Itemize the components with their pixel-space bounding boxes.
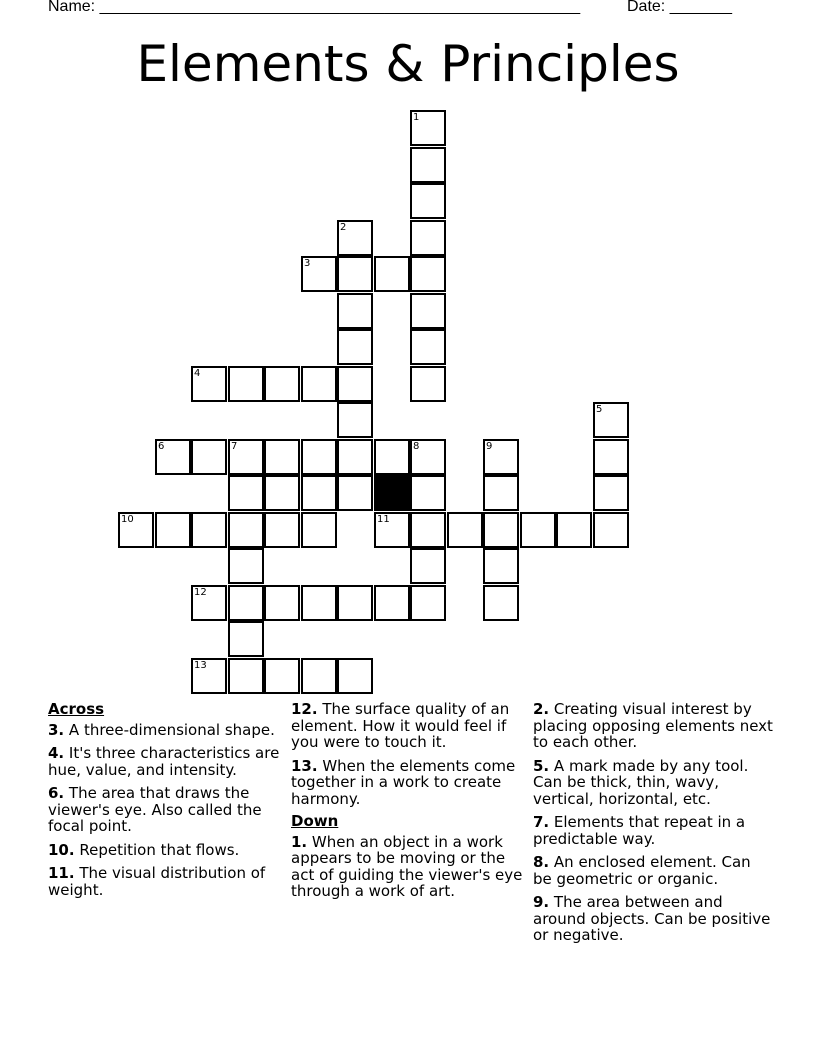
crossword-cell[interactable] [593,439,629,475]
crossword-cell[interactable] [337,293,373,329]
crossword-cell[interactable] [301,658,337,694]
crossword-cell[interactable] [374,585,410,621]
clue-number: 2 [340,222,347,233]
clue-text: A mark made by any tool. Can be thick, thin, wavy, vertical, horizontal, etc. [533,756,749,808]
clue-number: 5 [596,404,603,415]
crossword-cell[interactable] [191,512,227,548]
crossword-cell[interactable] [191,585,227,621]
crossword-cell[interactable] [410,439,446,475]
clue-number: 1. [291,832,308,851]
clue-number: 8 [413,441,420,452]
clue-number: 12 [194,587,207,598]
crossword-cell[interactable] [483,512,519,548]
clue-number: 10 [121,514,134,525]
crossword-cell[interactable] [410,293,446,329]
clue-number: 5. [533,756,550,775]
crossword-cell[interactable] [483,548,519,584]
clue-number: 6 [158,441,165,452]
clue-number: 11 [377,514,390,525]
name-field: Name: ______________________________________________________ [48,0,581,15]
crossword-cell[interactable] [228,475,264,511]
crossword-cell[interactable] [264,439,300,475]
crossword-cell[interactable] [155,439,191,475]
crossword-cell[interactable] [483,475,519,511]
clue-number: 11. [48,864,75,882]
crossword-cell[interactable] [337,658,373,694]
clue-number: 3. [48,720,65,739]
clue-item [291,834,523,900]
crossword-cell[interactable] [520,512,556,548]
clue-text: The area that draws the viewer's eye. Also called the focal point. [48,784,262,835]
clue-item [48,785,280,835]
clue-text: Repetition that flows. [74,840,240,859]
crossword-cell[interactable] [337,439,373,475]
crossword-cell[interactable] [264,512,300,548]
crossword-cell[interactable] [301,256,337,292]
crossword-cell[interactable] [155,512,191,548]
crossword-cell[interactable] [374,512,410,548]
clue-number: 1 [413,112,420,123]
clue-number: 8. [533,853,550,871]
crossword-cell[interactable] [301,439,337,475]
crossword-cell[interactable] [337,220,373,256]
clue-text: The visual distribution of weight. [48,864,266,899]
clue-item [533,814,773,847]
clue-text: The area between and around objects. Can be positive or negative. [533,893,771,944]
crossword-cell[interactable] [410,366,446,402]
clue-item [48,722,280,739]
clue-text: Creating visual interest by placing opposing elements next to each other. [533,700,773,751]
down-clue-list-continued [533,701,773,944]
crossword-cell[interactable] [410,548,446,584]
clue-item [533,894,773,944]
crossword-cell[interactable] [410,183,446,219]
crossword-cell[interactable] [264,366,300,402]
crossword-cell[interactable] [118,512,154,548]
crossword-cell[interactable] [337,366,373,402]
crossword-cell[interactable] [374,256,410,292]
crossword-cell[interactable] [410,110,446,146]
crossword-cell[interactable] [228,439,264,475]
crossword-cell[interactable] [337,402,373,438]
clue-item [48,745,280,778]
crossword-cell[interactable] [410,512,446,548]
clue-number: 9. [533,893,550,911]
crossword-cell[interactable] [264,585,300,621]
clue-text: A three-dimensional shape. [64,720,275,739]
crossword-cell[interactable] [301,475,337,511]
clue-text: When the elements come together in a work to create harmony. [291,756,516,808]
clue-number: 4 [194,368,201,379]
clues-column-3 [533,701,773,951]
crossword-cell[interactable] [228,658,264,694]
clue-number: 7. [533,813,550,831]
crossword-cell[interactable] [410,475,446,511]
crossword-cell[interactable] [593,402,629,438]
crossword-cell[interactable] [228,621,264,657]
crossword-cell[interactable] [374,439,410,475]
clue-number: 3 [304,258,311,269]
crossword-cell[interactable] [593,475,629,511]
across-heading: Across [48,700,105,718]
clue-number: 2. [533,700,550,718]
clue-text: It's three characteristics are hue, value, and intensity. [48,744,280,779]
clue-number: 9 [486,441,493,452]
clue-number: 4. [48,744,65,762]
page-title: Elements & Principles [136,35,680,93]
crossword-cell[interactable] [191,439,227,475]
clue-number: 10. [48,840,75,859]
crossword-cell[interactable] [191,366,227,402]
clue-number: 6. [48,784,65,802]
crossword-cell[interactable] [410,147,446,183]
crossword-cell[interactable] [337,475,373,511]
clue-text: Elements that repeat in a predictable way. [533,813,746,848]
clue-text: The surface quality of an element. How it would feel if you were to touch it. [291,700,510,751]
clue-item [291,701,523,751]
crossword-cell[interactable] [228,366,264,402]
crossword-cell[interactable] [228,585,264,621]
clue-number: 13. [291,756,318,775]
clue-text: An enclosed element. Can be geometric or organic. [533,853,751,888]
crossword-cell[interactable] [301,585,337,621]
crossword-cell[interactable] [410,329,446,365]
crossword-cell[interactable] [337,256,373,292]
clue-item [48,842,280,859]
crossword-cell[interactable] [447,512,483,548]
clue-number: 7 [231,441,238,452]
crossword-cell[interactable] [264,475,300,511]
across-clue-list-continued [291,701,523,807]
clue-item [533,758,773,808]
clue-item [48,865,280,898]
down-heading: Down [291,812,339,830]
crossword-cell[interactable] [301,366,337,402]
clue-item [533,701,773,751]
clues-column-2 [291,701,523,907]
across-clue-list [48,722,280,899]
clue-number: 13 [194,660,207,671]
crossword-cell[interactable] [593,512,629,548]
crossword-cell[interactable] [410,220,446,256]
crossword-cell[interactable] [483,585,519,621]
clue-text: When an object in a work appears to be moving or the act of guiding the viewer's eye through a work of art. [291,832,523,900]
clue-item [291,758,523,808]
crossword-cell[interactable] [410,585,446,621]
crossword-cell[interactable] [410,256,446,292]
crossword-cell[interactable] [228,548,264,584]
crossword-cell[interactable] [556,512,592,548]
clue-item [533,854,773,887]
crossword-cell[interactable] [191,658,227,694]
date-field: Date: _______ [627,0,732,15]
crossword-cell[interactable] [483,439,519,475]
crossword-cell[interactable] [264,658,300,694]
clues-column-1 [48,701,280,905]
down-clue-list [291,834,523,900]
crossword-cell[interactable] [337,329,373,365]
crossword-cell[interactable] [228,512,264,548]
crossword-cell[interactable] [337,585,373,621]
crossword-cell[interactable] [301,512,337,548]
clue-number: 12. [291,700,318,718]
blocked-cell [374,475,410,511]
